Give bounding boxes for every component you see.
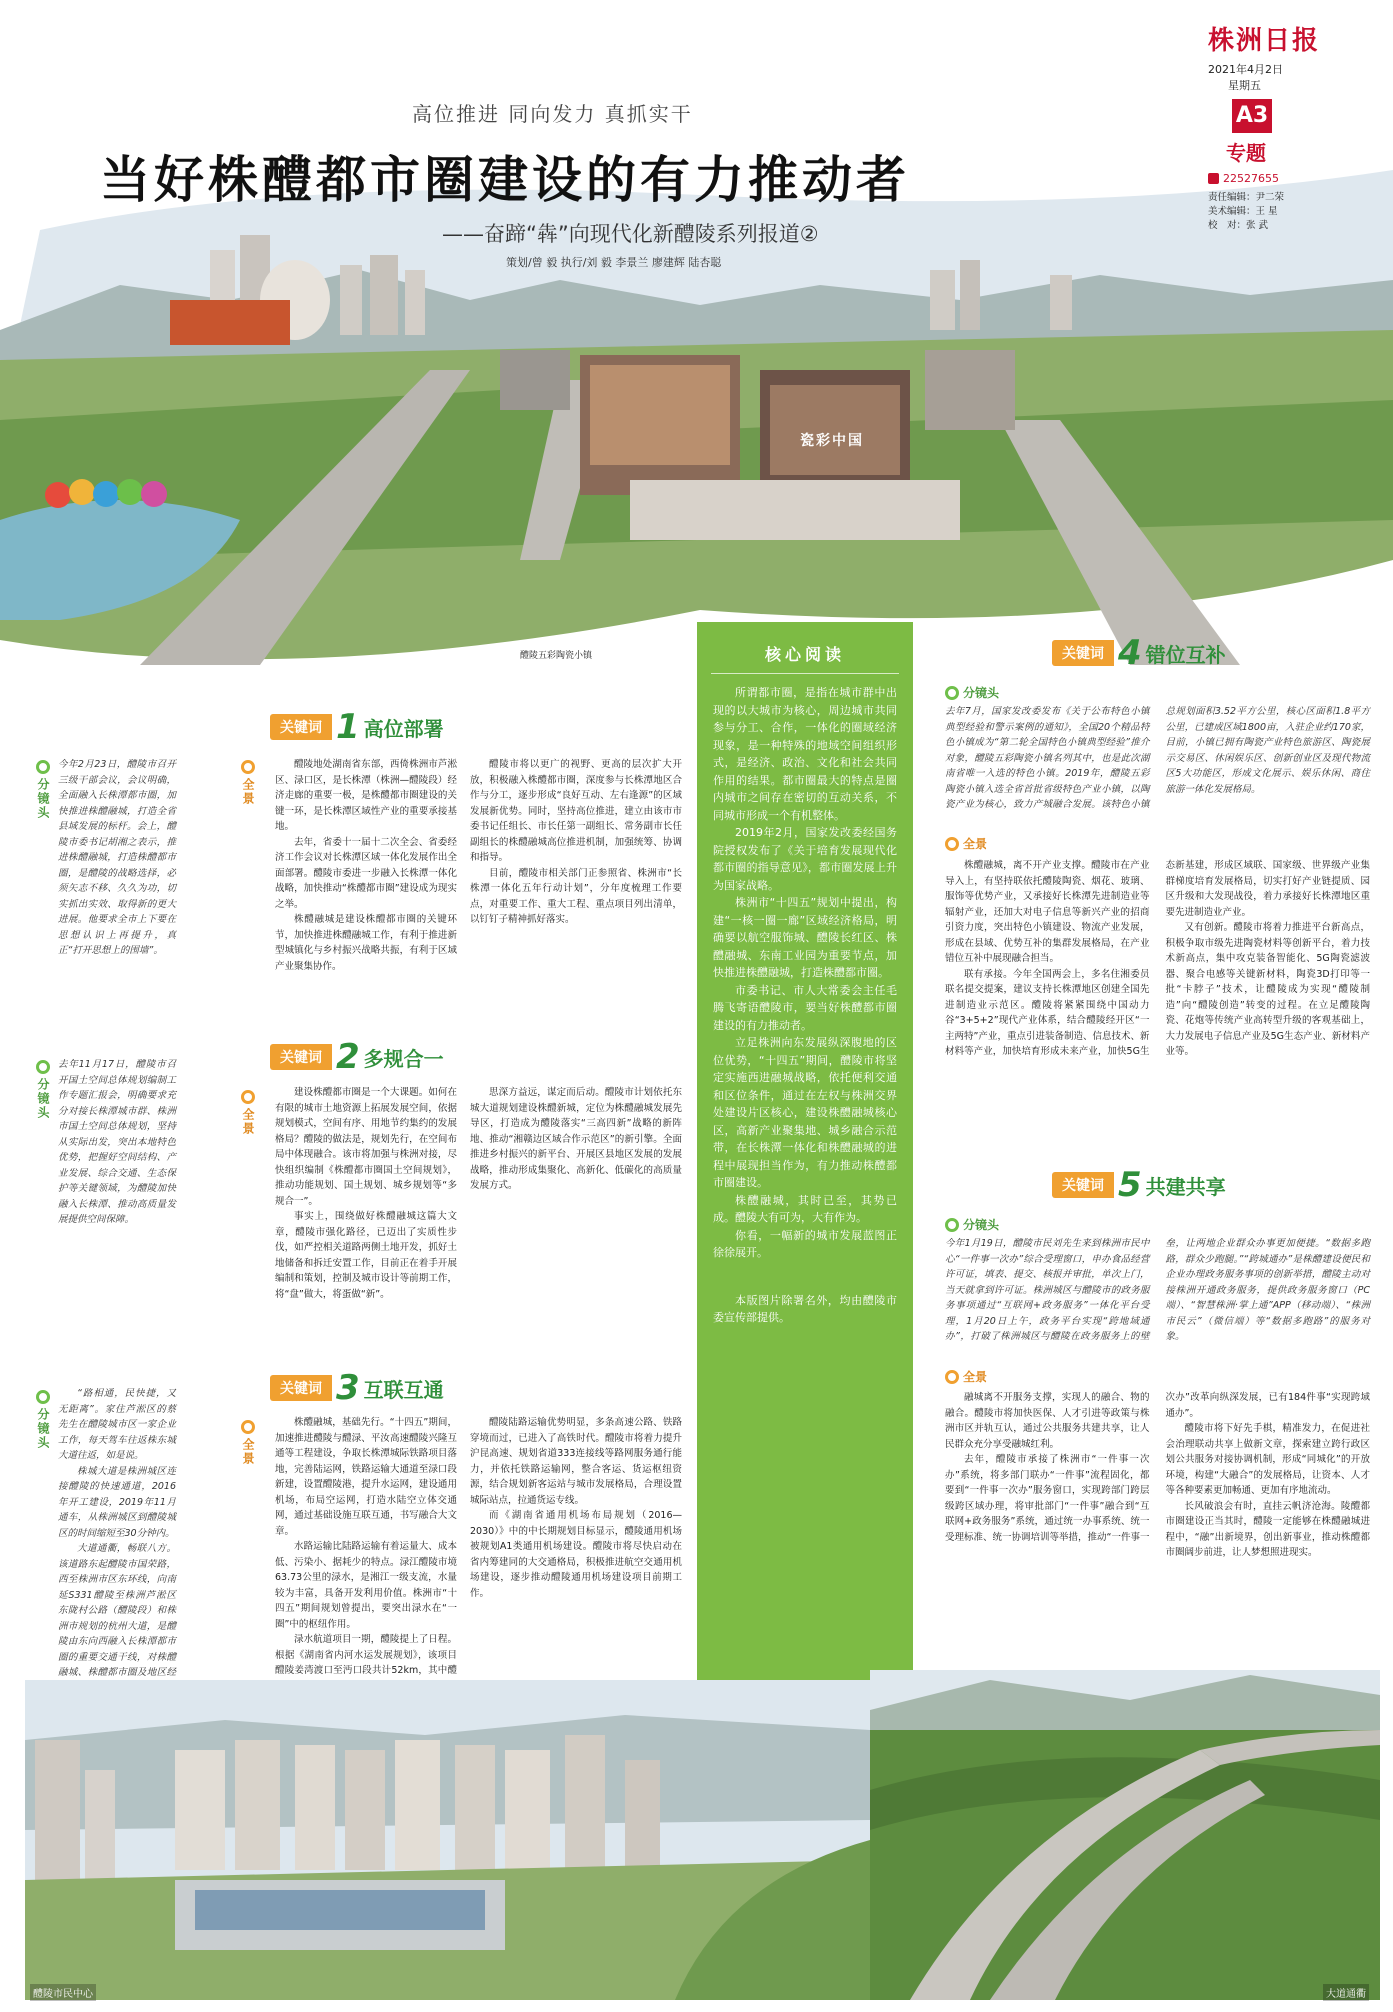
- sec1-q3: 株醴融城是建设株醴都市圈的关键环节，加快推进株醴融城工作，有利于推进新型城镇化与乡村振兴战略共振，有利于区域产业聚集协作。: [275, 914, 457, 972]
- sec2-q2: 事实上，围绕做好株醴融城这篇大文章，醴陵市强化路径，已迈出了实质性步伐，如严控相关道路两侧土地开发，抓好土地储备和拆迁安置工作，目前正在着手开展编制和策划，控制及城市设计等前期工作，将“盘”做大，将蛋做“新”。: [275, 1211, 457, 1300]
- phone-icon: [1208, 173, 1219, 184]
- location-pin-icon: [36, 1060, 50, 1074]
- keyword-label: 关键词: [1052, 1172, 1114, 1198]
- quanjing-marker-1: [240, 760, 256, 806]
- keyword-title: 高位部署: [363, 716, 444, 741]
- keyword-title: 共建共享: [1145, 1174, 1226, 1199]
- sec1-q1: 醴陵地处湖南省东部，西倚株洲市芦淞区、渌口区，是长株潭（株洲—醴陵段）经济走廊的重要一极，是株醴都市圈建设的关键一环，是长株潭区域性产业的重要承接基地。: [275, 759, 457, 832]
- quanjing-marker-3: [240, 1420, 256, 1466]
- core-p7: 你看，一幅新的城市发展蓝图正徐徐展开。: [713, 1228, 897, 1259]
- building-sign: 瓷彩中国: [800, 433, 864, 449]
- top-photo-caption: 醴陵五彩陶瓷小镇: [520, 651, 593, 661]
- sec5-q2: 去年，醴陵市承接了株洲市“一件事一次办”系统，将多部门联办“一件事”流程固化，都要到“一件事一次办”服务窗口，实现跨部门跨层级跨区域办理，将审批部门“一件事”融合到“互联网+政务服务”系统，通过统一办事系统、统一受理标准、统一协调培训等举措，推动“一件事一次办”改革向纵深发展，已有184件事“实现跨域通办”。: [945, 1392, 1370, 1543]
- page-number: A3: [1232, 99, 1272, 133]
- keyword-banner-1: [270, 707, 444, 747]
- quanjing-marker-2: [240, 1090, 256, 1136]
- sec3-q4: 醴陵陆路运输优势明显，多条高速公路、铁路穿境而过，已进入了高铁时代。醴陵市将着力提升沪昆高速、规划省道333连接线等路网服务通行能力，并依托铁路运输网，整合客运、货运枢纽资源，结合规划新客运站与城市发展格局，合理设置城际站点，拉通货运专线。: [470, 1417, 682, 1506]
- masthead: [1208, 20, 1378, 260]
- bottom-left-photo: [25, 1680, 870, 2000]
- sec1-q4: 醴陵市将以更广的视野、更高的层次扩大开放，积极融入株醴都市圈，深度参与长株潭地区合作与分工，逐步形成“良好互动、左右逢源”的区域发展新优势。同时，坚持高位推进，建立由该市市委书记任组长、市长任第一副组长、常务副市长任副组长的株醴融城高位推进机制，加强统筹、协调和指导。: [470, 759, 682, 863]
- sec1-quanjing-col2: [470, 757, 682, 1047]
- phone-number: 22527655: [1223, 172, 1279, 185]
- bottom-right-photo: [870, 1670, 1380, 2000]
- sec3-q3: 渌水航道项目一期，醴陵提上了日程。根据《湖南省内河水运发展规划》，该项目醴陵姜湾渡口至沔口段共计52km，其中醴: [275, 1634, 457, 1676]
- sec5-q1: 融城离不开服务支撑，实现人的融合、物的融合。醴陵市将加快医保、人才引进等政策与株洲市区并轨互认，通过公共服务共建共享，让人民群众充分享受融城红利。: [945, 1392, 1150, 1450]
- sec2-fenjing-text: 去年11月17日，醴陵市召开国土空间总体规划编制工作专题汇报会，明确要求充分对接长株潭城市群、株洲市国土空间总体规划，坚持从实际出发，突出本地特色优势，把握好空间结构、产业发展、综合交通、生态保护等关键领域，为醴陵加快融入长株潭、推动高质量发展提供空间保障。: [58, 1059, 176, 1225]
- sec3-q5: 而《湖南省通用机场布局规划（2016—2030）》中的中长期规划目标显示，醴陵通用机场被规划A1类通用机场建设。醴陵市将尽快启动在省内筹建同的大交通格局，积极推进航空交通用机场建设，逐步推动醴陵通用机场建设项目前期工作。: [470, 1510, 682, 1599]
- core-p3: 株洲市“十四五”规划中提出，构建“一核一圈一廊”区域经济格局，明确要以航空服饰城、醴陵长红区、株醴融城、东南工业园为重要节点，加快推进株醴融城，打造株醴都市圈。: [713, 896, 897, 979]
- paper-name: 株洲日报: [1208, 26, 1321, 56]
- quanjing-marker-4: [945, 835, 987, 852]
- fenjing-marker-4: [945, 684, 999, 701]
- quanjing-marker-5: [945, 1368, 987, 1385]
- core-p6: 株醴融城，其时已至，其势已成。醴陵大有可为，大有作为。: [713, 1193, 897, 1224]
- fenjing-marker-5: [945, 1216, 999, 1233]
- sec5-q3: 醴陵市将下好先手棋，精准发力，在促进社会治理联动共享上做新文章，探索建立跨行政区划公共服务对接协调机制，形成“同城化”的开放环境，构建“大融合”的发展格局，让资本、人才等各种要素更加畅通、更加有序地流动。: [1165, 1423, 1370, 1496]
- subtitle: ——奋蹄“犇”向现代化新醴陵系列报道②: [442, 222, 819, 246]
- bottom-right-caption: 大道通衢: [1323, 1984, 1369, 2001]
- sec3-quanjing-col1: [275, 1415, 457, 1676]
- location-pin-icon: [945, 1218, 959, 1232]
- top-panorama-photo: [0, 0, 1393, 665]
- sec5-fenjing-text: 今年1月19日，醴陵市民刘先生来到株洲市民中心“一件事一次办”综合受理窗口，申办食品经营许可证，填表、提交、核报并审批，单次上门，当天就拿到许可证。株洲城区与醴陵市的政务服务事项通过“互联网+政务服务”一体化平台受理，1月20日上午，政务平台实现“跨地域通办”，打破了株洲城区与醴陵在政务服务上的壁垒，让两地企业群众办事更加便捷。“数据多跑路，群众少跑腿。”“跨城通办”是株醴建设便民和企业办理政务服务事项的创新举措，醴陵主动对接株洲开通政务服务，提供政务服务窗口（PC端）、“智慧株洲·掌上通”APP（移动端）、“株洲市民云”（微信端）等“数据多跑路”的服务对象。: [945, 1238, 1370, 1342]
- quanjing-label: 全景: [241, 1108, 255, 1136]
- keyword-number: 5: [1118, 1165, 1142, 1205]
- credit-proof: 校 对：张 武: [1208, 220, 1269, 231]
- keyword-number: 4: [1118, 633, 1142, 673]
- sec2-quanjing-col2: [470, 1085, 682, 1365]
- location-pin-icon: [241, 1420, 255, 1434]
- keyword-number: 1: [336, 707, 360, 747]
- keyword-banner-4: [1052, 633, 1226, 673]
- location-pin-icon: [241, 760, 255, 774]
- quanjing-label: 全景: [241, 1438, 255, 1466]
- keyword-number: 3: [336, 1368, 360, 1408]
- sec3-fenjing-p2: 株城大道是株洲城区连接醴陵的快速通道，2016年开工建设，2019年11月通车，从株洲城区到醴陵城区的时间缩短至30分钟内。: [58, 1465, 176, 1539]
- sec3-q1: 株醴融城，基础先行。“十四五”期间，加速推进醴陵与醴渌、平汝高速醴陵兴隆互通等工程建设，争取长株潭城际铁路项目落地，完善陆运网，铁路运输大通道至渌口段新建，设置醴陵港，提升水运网，建设通用机场，布局空运网，打造水陆空立体交通网，通过基础设施互联互通，书写融合大文章。: [275, 1417, 457, 1537]
- location-pin-icon: [945, 837, 959, 851]
- location-pin-icon: [36, 1390, 50, 1404]
- keyword-title: 错位互补: [1145, 642, 1226, 667]
- sec3-fenjing-p1: “路相通，民快捷，又无距离”。家住芦淞区的蔡先生在醴陵城市区一家企业工作，每天驾车往返株东城大道往返，如是说。: [58, 1388, 176, 1461]
- location-pin-icon: [945, 1370, 959, 1384]
- issue-date: 2021年4月2日: [1208, 63, 1283, 76]
- core-p4: 市委书记、市人大常委会主任毛腾飞寄语醴陵市，要当好株醴都市圈建设的有力推动者。: [713, 983, 897, 1032]
- sec3-fenjing-p3: 大道通衢，畅联八方。该道路东起醴陵市国荣路，西至株洲市区东环线，向南延S331醴陵至株洲芦淞区东陇村公路（醴陵段）和株洲市规划的杭州大道，是醴陵由东向西融入长株潭都市圈的重要交通干线，对株醴融城、株醴都市圈及地区经: [58, 1543, 176, 1678]
- fenjing-marker-3: [35, 1390, 51, 1450]
- quanjing-label: 全景: [963, 837, 988, 851]
- fenjing-label: 分镜头: [36, 778, 50, 820]
- sec1-q2: 去年，省委十一届十二次全会、省委经济工作会议对长株潭区域一体化发展作出全面部署。醴陵市委进一步融入长株潭一体化战略，加快推动“株醴都市圈”建设成为现实之举。: [275, 836, 457, 910]
- quanjing-label: 全景: [241, 778, 255, 806]
- location-pin-icon: [945, 686, 959, 700]
- sec4-q1: 株醴融城，离不开产业支撑。醴陵市在产业导入上，有坚持联依托醴陵陶瓷、烟花、玻璃、服饰等优势产业，又承接好长株潭先进制造业等辐射产业，还加大对电子信息等新兴产业的招商引资力度，突出特色小镇建设、物流产业发展，形成在县域、优势互补的集群发展格局，在产业错位互补中展现融合担当。: [945, 860, 1150, 964]
- sec1-q5: 目前，醴陵市相关部门正参照省、株洲市“长株潭一体化五年行动计划”，分年度梳理工作要点，对重要工作、重大工程、重点项目列出清单，以钉钉子精神抓好落实。: [470, 867, 682, 925]
- sec3-fenjing-text: [58, 1386, 176, 1678]
- location-pin-icon: [36, 760, 50, 774]
- keyword-title: 互联互通: [363, 1377, 444, 1402]
- keyword-label: 关键词: [270, 1044, 332, 1070]
- keyword-banner-3: [270, 1368, 444, 1408]
- core-note: 本版图片除署名外，均由醴陵市委宣传部提供。: [713, 1293, 897, 1324]
- sec4-q3: 又有创新。醴陵市将着力推进平台新高点，积极争取市级先进陶瓷材料等创新平台，着力技术新高点，集中攻克装备智能化、5G陶瓷滤波器、聚合电感等关键新材料，陶瓷3D打印等一批“卡脖子”技术，让醴陵成为实现“醴陵制造”向“醴陵创造”转变的过程。在立足醴陵陶瓷、花炮等传统产业高转型升级的客观基础上，大力发展电子信息产业及5G生态产业、新材料产业等。: [1165, 922, 1370, 1057]
- sec4-quanjing-text: [945, 858, 1370, 1150]
- credit-art: 美术编辑：王 星: [1208, 206, 1278, 217]
- sec5-quanjing-text: [945, 1390, 1370, 1660]
- kicker: 高位推进 同向发力 真抓实干: [412, 102, 693, 126]
- sec2-quanjing-col1: [275, 1085, 457, 1365]
- keyword-label: 关键词: [270, 714, 332, 740]
- sec2-q3: 思深方益远，谋定而后动。醴陵市计划依托东城大道规划建设株醴新城，定位为株醴融城发展先导区，打造成为醴陵落实“三高四新”战略的新阵地、推动“湘赣边区域合作示范区”的新引擎。全面推进乡村振兴的新平台、开展区县地区发展的发展战略，推动形成集聚化、高新化、低碳化的高质量发展方式。: [470, 1087, 682, 1191]
- core-p2: 2019年2月，国家发改委经国务院授权发布了《关于培育发展现代化都市圈的指导意见》，都市圈发展上升为国家战略。: [713, 826, 897, 892]
- sec3-q2: 水路运输比陆路运输有着运量大、成本低、污染小、据耗少的特点。渌江醴陵市境63.73公里的渌水，是湘江一级支流，水量较为丰富，具备开发利用价值。株洲市“十四五”期间规划曾提出，要突出渌水在“一圈”中的枢纽作用。: [275, 1541, 457, 1630]
- fenjing-marker-1: [35, 760, 51, 820]
- fenjing-label: 分镜头: [36, 1408, 50, 1450]
- core-p1: 所谓都市圈，是指在城市群中出现的以大城市为核心，周边城市共同参与分工、合作，一体化的圈域经济现象，是一种特殊的地域空间组织形式，是经济、政治、文化和社会共同作用的结果。都市圈最大的特点是圈内城市之间存在密切的互动关系，不同城市形成一个有机整体。: [713, 686, 897, 822]
- fenjing-label: 分镜头: [963, 686, 1000, 700]
- sec4-fenjing-text: 去年7月，国家发改委发布《关于公布特色小镇典型经验和警示案例的通知》，全国20个精品特色小镇成为“第二轮全国特色小镇典型经验”推介对象，醴陵五彩陶瓷小镇名列其中，也是此次湖南省唯一入选的特色小镇。2019年，醴陵五彩陶瓷小镇入选全省首批省级特色产业小镇，以陶瓷产业为核心，致力产城融合发展。该特色小镇总规划面积3.52平方公里，核心区面积1.8平方公里，已建成区域1800亩，入驻企业约170家，目前，小镇已拥有陶瓷产业特色旅游区、陶瓷展示交易区、休闲娱乐区、创新创业区及现代物流区5大功能区，形成文化展示、娱乐休闲、商住旅游一体化发展格局。: [945, 706, 1370, 810]
- keyword-number: 2: [336, 1037, 360, 1077]
- sec5-q4: 长风破浪会有时，直挂云帆济沧海。陵醴都市圈建设正当其时，醴陵一定能够在株醴融城进程中，“融”出新境界，创出新事业，推动株醴都市圈阔步前进，让人梦想照进现实。: [1165, 1500, 1370, 1558]
- sec1-quanjing-col1: [275, 757, 457, 1047]
- sec4-q2: 联有承接。今年全国两会上，多名住湘委员联名提交提案，建议支持长株潭地区创建全国先进制造业示范区。醴陵将紧紧围绕中国动力谷“3+5+2”现代产业体系，结合醴陵经开区“一主两特”产业，重点引进装备制造、信息技术、新材料等产业，加快培育形成未来产业，加快5G生态新基建，形成区域联、国家级、世界级产业集群梯度培育发展格局，切实打好产业链提质、园区升级和大发现战役，着力承接好长株潭地区重要先进制造业产业。: [945, 860, 1370, 1057]
- core-reading-title: 核心阅读: [764, 645, 845, 664]
- keyword-banner-2: [270, 1037, 444, 1077]
- sec2-q1: 建设株醴都市圈是一个大课题。如何在有限的城市土地资源上拓展发展空间，依据规划模式，空间有序、用地节约集约的发展格局？醴陵的做法是，规划先行，在空间布局中体现融合。该市将加强与株洲对接，尽快组织编制《株醴都市圈国土空间规划》，推动功能规划、国土规划、城乡规划等“多规合一”。: [275, 1087, 457, 1207]
- section-name: 专题: [1226, 141, 1266, 165]
- keyword-banner-5: [1052, 1165, 1226, 1205]
- keyword-label: 关键词: [270, 1375, 332, 1401]
- quanjing-label: 全景: [963, 1370, 988, 1384]
- location-pin-icon: [241, 1090, 255, 1104]
- sec3-quanjing-col2: [470, 1415, 682, 1665]
- core-reading-box: [697, 622, 913, 1772]
- credit-editor: 责任编辑：尹二荣: [1208, 192, 1285, 203]
- page-title: 当好株醴都市圈建设的有力推动者: [100, 151, 910, 209]
- issue-weekday: 星期五: [1228, 79, 1261, 92]
- keyword-title: 多规合一: [363, 1046, 444, 1071]
- fenjing-marker-2: [35, 1060, 51, 1120]
- fenjing-label: 分镜头: [963, 1218, 1000, 1232]
- bottom-left-caption: 醴陵市民中心: [30, 1984, 96, 2001]
- core-p5: 立足株洲向东发展纵深腹地的区位优势，“十四五”期间，醴陵市将坚定实施西进融城战略，依托便利交通和区位条件，通过在左权与株洲交界处建设片区核心，建设株醴融城核心区，高新产业聚集地、城乡融合示范带，在长株潭一体化和株醴融城的进程中展现担当作为，有力推动株醴都市圈建设。: [713, 1036, 897, 1189]
- byline: 策划/曾 毅 执行/刘 毅 李景兰 廖建辉 陆杏聪: [506, 256, 722, 269]
- keyword-label: 关键词: [1052, 640, 1114, 666]
- phone-row: [1208, 172, 1378, 185]
- sec1-fenjing-text: 今年2月23日，醴陵市召开三级干部会议，会议明确，全面融入长株潭都市圈，加快推进株醴融城，打造全省县域发展的标杆。会上，醴陵市委书记胡湘之表示，推进株醴融城，打造株醴都市圈，是醴陵的战略选择，必须矢志不移、久久为功，切实抓出实效、取得新的更大进展。他要求全市上下要在思想认识上再提升，真正“打开思想上的围墙”。: [58, 759, 176, 956]
- fenjing-label: 分镜头: [36, 1078, 50, 1120]
